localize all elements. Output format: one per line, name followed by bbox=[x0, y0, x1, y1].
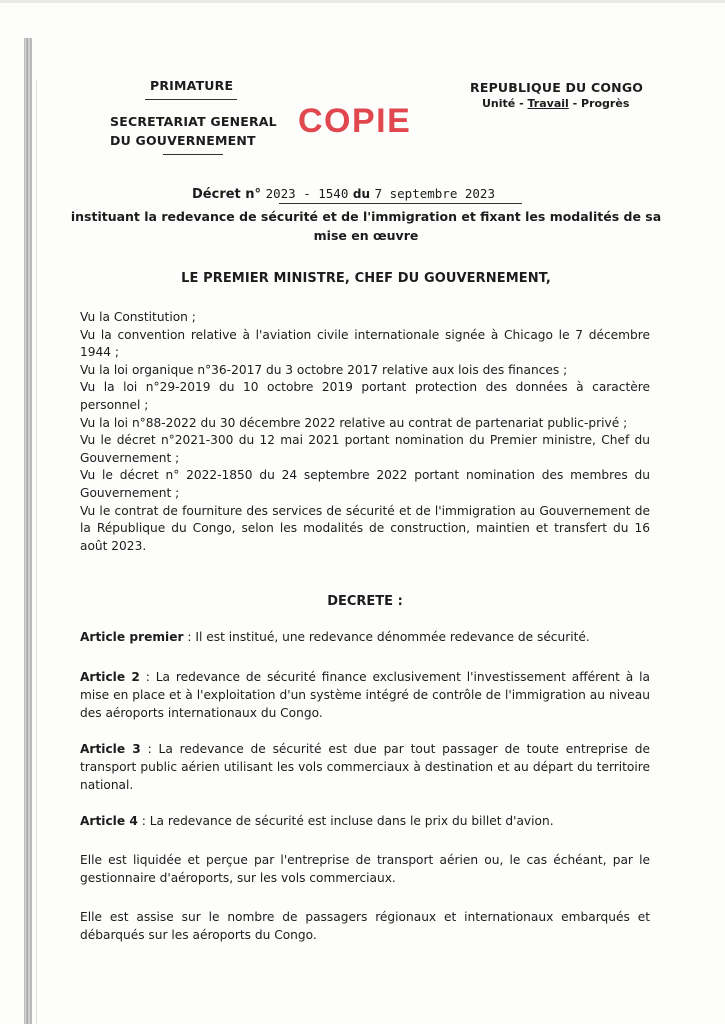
article-1-text: : Il est institué, une redevance dénommée redevance de sécurité. bbox=[183, 630, 590, 644]
motto-unite: Unité bbox=[482, 97, 516, 110]
article-1-label: Article premier bbox=[80, 630, 184, 644]
article-3-text: : La redevance de sécurité est due par tout passager de toute entreprise de transport public aérien utilisant les vols commerciaux à destination et au départ du territoire national. bbox=[80, 742, 650, 792]
visa-item: Vu la loi organique n°36-2017 du 3 octobre 2017 relative aux lois des finances ; bbox=[80, 362, 568, 377]
article-3 bbox=[80, 740, 650, 794]
decree-prefix: Décret n° bbox=[192, 187, 262, 202]
copie-stamp: COPIE bbox=[298, 102, 412, 140]
article-4 bbox=[80, 812, 650, 830]
article-4-label: Article 4 bbox=[80, 814, 138, 828]
article-4-paragraph-3 bbox=[80, 908, 650, 944]
decree-authority: LE PREMIER MINISTRE, CHEF DU GOUVERNEMENT, bbox=[181, 271, 551, 286]
sgg-underline bbox=[163, 154, 223, 155]
decree-date: 7 septembre 2023 bbox=[374, 186, 495, 201]
decrete-heading: DECRETE : bbox=[327, 594, 403, 609]
motto-progres: Progrès bbox=[581, 97, 630, 110]
binding-edge bbox=[24, 38, 32, 1024]
article-1 bbox=[80, 628, 650, 646]
motto-separator: - bbox=[515, 97, 528, 110]
decree-du: du bbox=[352, 187, 371, 201]
article-4-p2: Elle est liquidée et perçue par l'entreprise de transport aérien ou, le cas échéant, par le gestionnaire d'aéroports, sur les vols commerciaux. bbox=[80, 853, 650, 885]
republic-motto bbox=[482, 97, 629, 110]
visa-item: Vu la loi n°88-2022 du 30 décembre 2022 relative au contrat de partenariat public-privé ; bbox=[80, 415, 628, 430]
header-sgg-line2: DU GOUVERNEMENT bbox=[110, 133, 256, 148]
visa-item: Vu la Constitution ; bbox=[80, 310, 196, 324]
header-sgg-line1: SECRETARIAT GENERAL bbox=[110, 114, 277, 129]
scan-top-edge bbox=[0, 0, 725, 3]
header-primature: PRIMATURE bbox=[150, 78, 234, 93]
article-4-paragraph-2 bbox=[80, 851, 650, 887]
article-2-label: Article 2 bbox=[80, 670, 140, 684]
visas-list bbox=[80, 309, 650, 555]
decree-title: instituant la redevance de sécurité et de l'immigration et fixant les modalités de sa mise en œuvre bbox=[70, 209, 662, 243]
decree-underline bbox=[279, 203, 522, 204]
article-3-label: Article 3 bbox=[80, 742, 141, 756]
visa-item: Vu le contrat de fourniture des services de sécurité et de l'immigration au Gouvernement de la République du Congo, selon les modalités de construction, maintien et transfert du 16 août 2023. bbox=[80, 503, 650, 553]
visa-item: Vu le décret n°2021-300 du 12 mai 2021 portant nomination du Premier ministre, Chef du Gouvernement ; bbox=[80, 433, 650, 465]
article-4-p3: Elle est assise sur le nombre de passagers régionaux et internationaux embarqués et débarqués sur les aéroports du Congo. bbox=[80, 910, 650, 942]
article-2-text: : La redevance de sécurité finance exclusivement l'investissement afférent à la mise en place et à l'exploitation d'un système intégré de contrôle de l'immigration au niveau des aéroports internationaux du Congo. bbox=[80, 670, 650, 720]
header-republic: REPUBLIQUE DU CONGO bbox=[470, 80, 644, 95]
decree-number: 2023 - 1540 bbox=[265, 186, 349, 201]
primature-underline bbox=[145, 99, 237, 100]
binding-shadow bbox=[36, 80, 37, 1024]
visa-item: Vu le décret n° 2022-1850 du 24 septembre 2022 portant nomination des membres du Gouvernement ; bbox=[80, 468, 650, 500]
decree-number-line bbox=[192, 186, 495, 202]
visa-item: Vu la convention relative à l'aviation civile internationale signée à Chicago le 7 décembre 1944 ; bbox=[80, 327, 650, 360]
motto-travail: Travail bbox=[527, 97, 569, 110]
visa-item: Vu la loi n°29-2019 du 10 octobre 2019 portant protection des données à caractère personnel ; bbox=[80, 380, 650, 412]
motto-separator: - bbox=[568, 97, 582, 110]
article-2 bbox=[80, 668, 650, 722]
article-4-text: : La redevance de sécurité est incluse dans le prix du billet d'avion. bbox=[137, 814, 554, 828]
